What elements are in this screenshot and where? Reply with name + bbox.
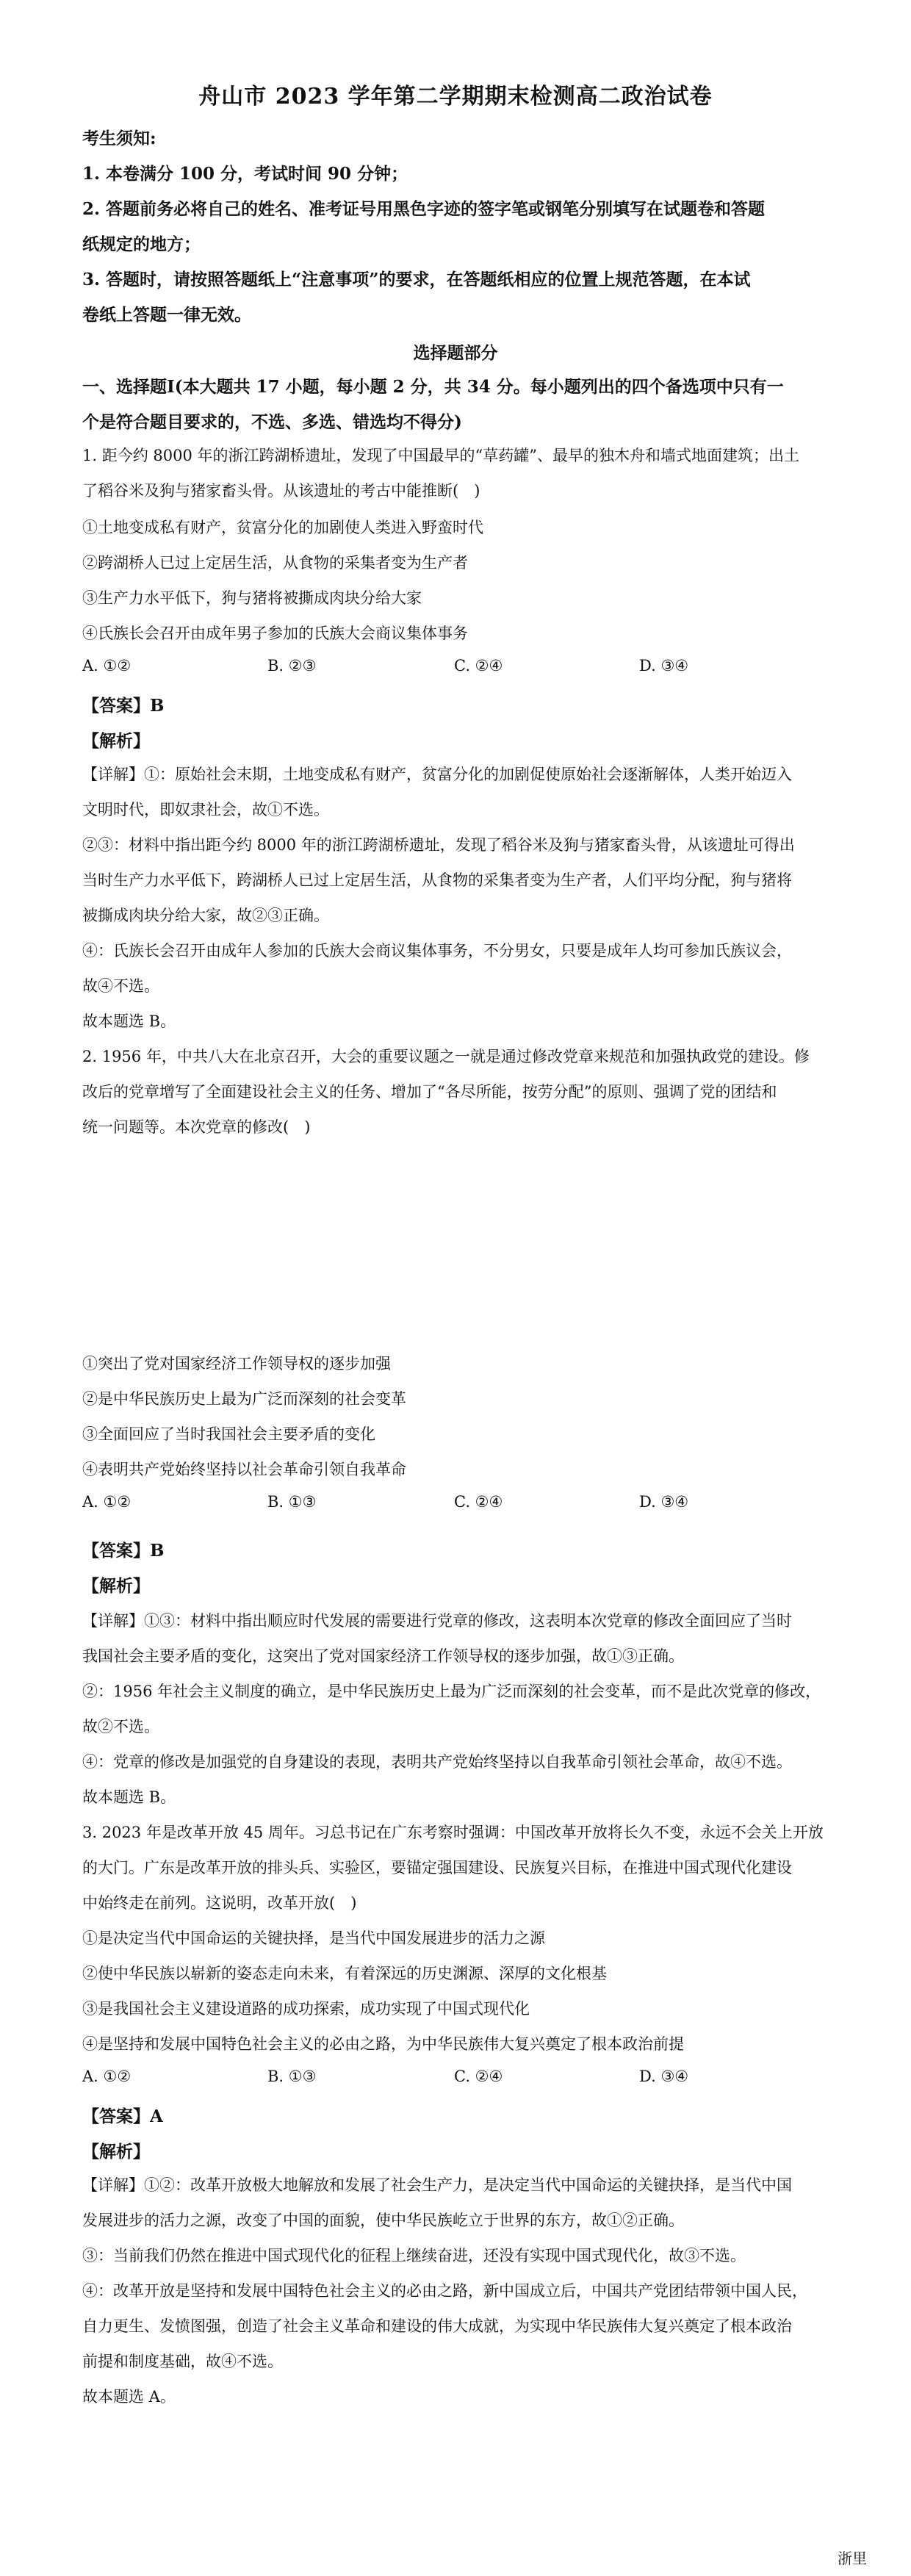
question-1-analysis: ②③：材料中指出距今约 8000 年的浙江跨湖桥遗址，发现了稻谷米及狗与猪家畜头骨，从该遗址可得出 [82,836,795,854]
question-2-analysis: ②：1956 年社会主义制度的确立，是中华民族历史上最为广泛而深刻的社会变革，而不是此次党章的修改， [82,1683,821,1700]
option-a: A. ①② [82,2068,132,2085]
exam-title: 舟山市 2023 学年第二学期期末检测高二政治试卷 [198,84,713,109]
question-1-analysis: 文明时代，即奴隶社会，故①不选。 [82,801,329,819]
question-2-analysis-label: 【解析】 [82,1576,150,1596]
question-2-analysis: ④：党章的修改是加强党的自身建设的表现，表明共产党始终坚持以自我革命引领社会革命，故④不选。 [82,1753,792,1771]
question-1-statement: ③生产力水平低下，狗与猪将被撕成肉块分给大家 [82,589,422,607]
option-c: C. ②④ [454,657,503,674]
question-3-analysis: 发展进步的活力之源，改变了中国的面貌，使中华民族屹立于世界的东方，故①②正确。 [82,2212,684,2229]
question-3-analysis: ③：当前我们仍然在推进中国式现代化的征程上继续奋进，还没有实现中国式现代化，故③不选。 [82,2247,746,2264]
question-1-analysis: ④：氏族长会召开由成年人参加的氏族大会商议集体事务，不分男女，只要是成年人均可参加氏族议会， [82,942,792,960]
option-a: A. ①② [82,1493,132,1511]
question-3-statement: ④是坚持和发展中国特色社会主义的必由之路，为中华民族伟大复兴奠定了根本政治前提 [82,2035,684,2053]
question-1-analysis: 故本题选 B。 [82,1012,176,1030]
option-b: B. ②③ [267,657,317,674]
question-1-statement: ②跨湖桥人已过上定居生活，从食物的采集者变为生产者 [82,554,468,572]
question-3-statement: ②使中华民族以崭新的姿态走向未来，有着深远的历史渊源、深厚的文化根基 [82,1965,607,1982]
notice-heading: 考生须知: [82,129,156,148]
option-d: D. ③④ [639,1493,689,1511]
question-1-analysis: 故④不选。 [82,977,159,995]
question-2-statement: ④表明共产党始终坚持以社会革命引领自我革命 [82,1461,406,1478]
question-1-analysis: 当时生产力水平低下，跨湖桥人已过上定居生活，从食物的采集者变为生产者，人们平均分配，狗与猪将 [82,871,792,889]
notice-item: 纸规定的地方； [82,234,201,254]
section-title: 选择题部分 [413,343,498,363]
question-1-analysis: 被撕成肉块分给大家，故②③正确。 [82,907,329,924]
option-d: D. ③④ [639,2068,689,2085]
question-3-statement: ①是决定当代中国命运的关键抉择，是当代中国发展进步的活力之源 [82,1929,545,1947]
question-3-analysis: 【详解】①②：改革开放极大地解放和发展了社会生产力，是决定当代中国命运的关键抉择，是当代中国 [82,2176,792,2194]
question-1-analysis-label: 【解析】 [82,731,150,751]
part-heading: 一、选择题Ⅰ(本大题共 17 小题，每小题 2 分，共 34 分。每小题列出的四个备选项中只有一 [82,377,784,397]
notice-item: 3. 答题时，请按照答题纸上“注意事项”的要求，在答题纸相应的位置上规范答题，在本试 [82,270,751,289]
question-3-analysis: 前提和制度基础，故④不选。 [82,2353,283,2370]
question-2-analysis: 故②不选。 [82,1718,159,1735]
question-2-stem: 2. 1956 年，中共八大在北京召开，大会的重要议题之一就是通过修改党章来规范和加强执政党的建设。修 [82,1048,810,1065]
question-3-analysis-label: 【解析】 [82,2142,150,2162]
question-1-statement: ④氏族长会召开由成年男子参加的氏族大会商议集体事务 [82,625,468,642]
question-3-analysis: 自力更生、发愤图强，创造了社会主义革命和建设的伟大成就，为实现中华民族伟大复兴奠定了根本政治 [82,2317,792,2335]
question-2-stem: 统一问题等。本次党章的修改( ) [82,1118,311,1136]
option-c: C. ②④ [454,1493,503,1511]
notice-item: 卷纸上答题一律无效。 [82,305,251,325]
notice-item: 2. 答题前务必将自己的姓名、准考证号用黑色字迹的签字笔或钢笔分别填写在试题卷和答题 [82,199,766,219]
question-1-statement: ①土地变成私有财产，贫富分化的加剧使人类进入野蛮时代 [82,519,483,536]
question-1-stem: 了稻谷米及狗与猪家畜头骨。从该遗址的考古中能推断( ) [82,482,480,500]
question-2-analysis: 【详解】①③：材料中指出顺应时代发展的需要进行党章的修改，这表明本次党章的修改全面回应了当时 [82,1612,792,1630]
question-3-options [82,2068,829,2090]
question-3-stem: 的大门。广东是改革开放的排头兵、实验区，要锚定强国建设、民族复兴目标，在推进中国式现代化建设 [82,1859,792,1877]
notice-item: 1. 本卷满分 100 分，考试时间 90 分钟； [82,164,408,184]
question-1-analysis: 【详解】①：原始社会末期，土地变成私有财产，贫富分化的加剧促使原始社会逐渐解体，人类开始迈入 [82,766,792,783]
option-d: D. ③④ [639,657,689,674]
option-c: C. ②④ [454,2068,503,2085]
question-3-stem: 中始终走在前列。这说明，改革开放( ) [82,1894,357,1912]
question-2-answer: 【答案】B [82,1541,165,1561]
part-heading: 个是符合题目要求的，不选、多选、错选均不得分) [82,412,462,432]
question-3-analysis: 故本题选 A。 [82,2388,176,2406]
question-2-statement: ③全面回应了当时我国社会主要矛盾的变化 [82,1425,375,1443]
question-2-statement: ②是中华民族历史上最为广泛而深刻的社会变革 [82,1390,406,1408]
option-b: B. ①③ [267,1493,317,1511]
option-a: A. ①② [82,657,132,674]
question-3-stem: 3. 2023 年是改革开放 45 周年。习总书记在广东考察时强调：中国改革开放将长久不变，永远不会关上开放 [82,1824,824,1841]
question-2-analysis: 我国社会主要矛盾的变化，这突出了党对国家经济工作领导权的逐步加强，故①③正确。 [82,1647,684,1665]
question-2-options [82,1493,829,1515]
question-1-answer: 【答案】B [82,696,165,716]
option-b: B. ①③ [267,2068,317,2085]
question-2-statement: ①突出了党对国家经济工作领导权的逐步加强 [82,1355,391,1372]
question-2-analysis: 故本题选 B。 [82,1788,176,1806]
question-2-stem: 改后的党章增写了全面建设社会主义的任务、增加了“各尽所能，按劳分配”的原则、强调了党的团结和 [82,1083,777,1101]
page-footer: 浙里 [838,2550,867,2567]
question-3-statement: ③是我国社会主义建设道路的成功探索，成功实现了中国式现代化 [82,2000,530,2018]
question-3-analysis: ④：改革开放是坚持和发展中国特色社会主义的必由之路，新中国成立后，中国共产党团结带领中国人民， [82,2282,807,2300]
question-1-stem: 1. 距今约 8000 年的浙江跨湖桥遗址，发现了中国最早的“草药罐”、最早的独木舟和墙式地面建筑；出土 [82,447,799,464]
question-3-answer: 【答案】A [82,2107,163,2126]
question-1-options [82,657,829,679]
